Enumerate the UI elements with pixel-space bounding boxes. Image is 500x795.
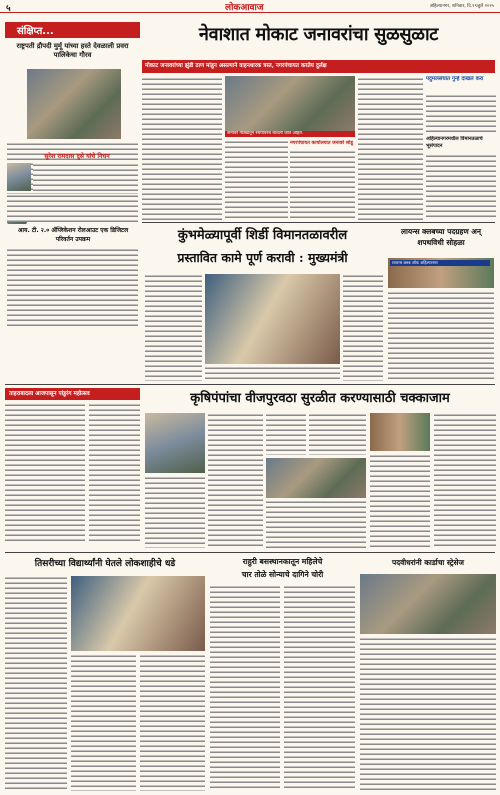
graduates-headline: पदवीधरांनी कार्डाचा स्ट्रेसेज xyxy=(392,558,464,567)
kumbh-headline-line-1: कुंभमेळ्यापूर्वी शिर्डी विमानतळावरील xyxy=(177,228,348,243)
lead-body-col-3 xyxy=(290,150,355,220)
side-body-1 xyxy=(426,94,496,134)
pandurang-body-col-1 xyxy=(5,403,85,543)
pandurang-story xyxy=(5,388,140,548)
theft-body-col-2 xyxy=(284,585,355,791)
lions-club-story xyxy=(386,226,496,382)
newspaper-logo: लोकआवाज xyxy=(225,3,264,13)
democracy-story xyxy=(5,556,205,791)
divider xyxy=(5,552,495,553)
photo-caption: जनावरे गोठ्यातून रस्त्यावरच बांधली जात आहेत. xyxy=(225,131,355,137)
cm-meeting-photo xyxy=(205,274,340,364)
graduates-photo xyxy=(360,574,496,634)
lions-banner: लायन्स क्लब ऑफ अहिल्यानगर xyxy=(390,260,490,266)
krishi-body-col-4 xyxy=(266,500,366,548)
sidebar-item-head: आय. टी. २.० ॲप्लिकेशन रोलआउट एक डिजिटल परिवर्तन उपक्रम xyxy=(17,227,129,243)
lead-body-col-4 xyxy=(358,77,423,220)
krishi-body-col-2 xyxy=(208,413,263,548)
sidebar-item-head: सुरेश रामदास दुसे यांचे निधन xyxy=(44,153,110,160)
protest-photo-3 xyxy=(370,413,430,451)
sidebar-item-body xyxy=(33,163,138,191)
kumbh-headline-line-2: प्रस्तावित कामे पूर्ण करावी : मुख्यमंत्री xyxy=(177,250,348,265)
kumbh-body-col-1 xyxy=(145,274,202,381)
obituary-photo xyxy=(7,163,31,191)
masthead xyxy=(0,0,500,13)
lead-headline: नेवाशात मोकाट जनावरांचा सुळसुळाट xyxy=(198,24,439,45)
krishi-headline: कृषिपंपांचा वीजपुरवठा सुरळीत करण्यासाठी चक्काजाम xyxy=(190,391,450,406)
divider xyxy=(5,384,495,385)
krishi-body-col-7 xyxy=(434,413,496,548)
side-head-2: अहिल्यानगरमधील विमानतळाचे भूसंपादन xyxy=(426,136,483,149)
sidebar-title: संक्षिप्त... xyxy=(5,22,140,38)
sidebar-item-body xyxy=(7,248,138,328)
graduates-story xyxy=(360,556,496,791)
side-body-2 xyxy=(426,154,496,218)
kumbh-body-col-2 xyxy=(343,274,383,381)
dateline: अहिल्यानगर, शनिवार, दि.१९जुलै २०२५ xyxy=(429,4,494,9)
lead-body-col-1 xyxy=(142,77,222,220)
theft-story xyxy=(210,556,355,791)
pandurang-body-col-2 xyxy=(89,403,140,543)
theft-headline-line-1: राहुरी बसस्थानकातून महिलेचे xyxy=(242,557,323,566)
divider xyxy=(142,222,495,223)
kumbh-body-col-3 xyxy=(205,366,340,381)
sidebar-item-3 xyxy=(5,226,140,336)
krishi-body-col-1 xyxy=(145,476,205,548)
pandurang-head-band: ताहराबादला आजपासून पांडुरंग महोत्सव xyxy=(5,388,140,400)
graduates-body xyxy=(360,637,496,791)
democracy-body-col-3 xyxy=(140,654,205,791)
page-number: ५ xyxy=(6,4,11,13)
lead-inline-head: नगरपंचायत कार्यालयात जनावरे सोडू xyxy=(290,141,353,146)
lions-headline: लायन्स क्लबच्या पदग्रहण अन् शपथविधी सोहळा xyxy=(401,227,481,247)
protest-photo-2 xyxy=(266,458,366,498)
theft-headline-line-2: चार तोळे सोन्याचे दागिने चोरी xyxy=(241,570,324,579)
democracy-headline: तिसरीच्या विद्यार्थ्यांनी घेतले लोकशाहीचे धडे xyxy=(34,559,176,569)
students-photo xyxy=(71,576,205,651)
sidebar-item-head: राष्ट्रपती द्रौपदी मुर्मू यांच्या हस्ते देवळाली प्रवरा पालिकेचा गौरव xyxy=(16,42,129,59)
protest-photo-1 xyxy=(145,413,205,473)
lead-right-column xyxy=(426,76,496,221)
democracy-body-col-2 xyxy=(71,654,136,791)
theft-body-col-1 xyxy=(210,585,280,791)
krishi-body-col-5 xyxy=(309,413,366,455)
krishi-body-col-3 xyxy=(266,413,306,455)
cattle-photo xyxy=(225,76,355,131)
krishi-body-col-6 xyxy=(370,454,430,548)
sidebar-item-body xyxy=(7,194,138,222)
lead-body-col-2 xyxy=(225,140,288,220)
lions-body xyxy=(388,291,494,381)
lead-kicker: मोकाट जनावरांच्या झुंडी ठाण मांडून असल्याने वाहनधारक त्रस्त, नगरपंचायत करतेय दुर्लक्ष xyxy=(142,60,495,73)
democracy-body-col-1 xyxy=(5,576,67,791)
side-head-1: पदुमलसंघात गुन्हे दाखल करा xyxy=(426,76,484,82)
award-photo xyxy=(27,69,121,139)
